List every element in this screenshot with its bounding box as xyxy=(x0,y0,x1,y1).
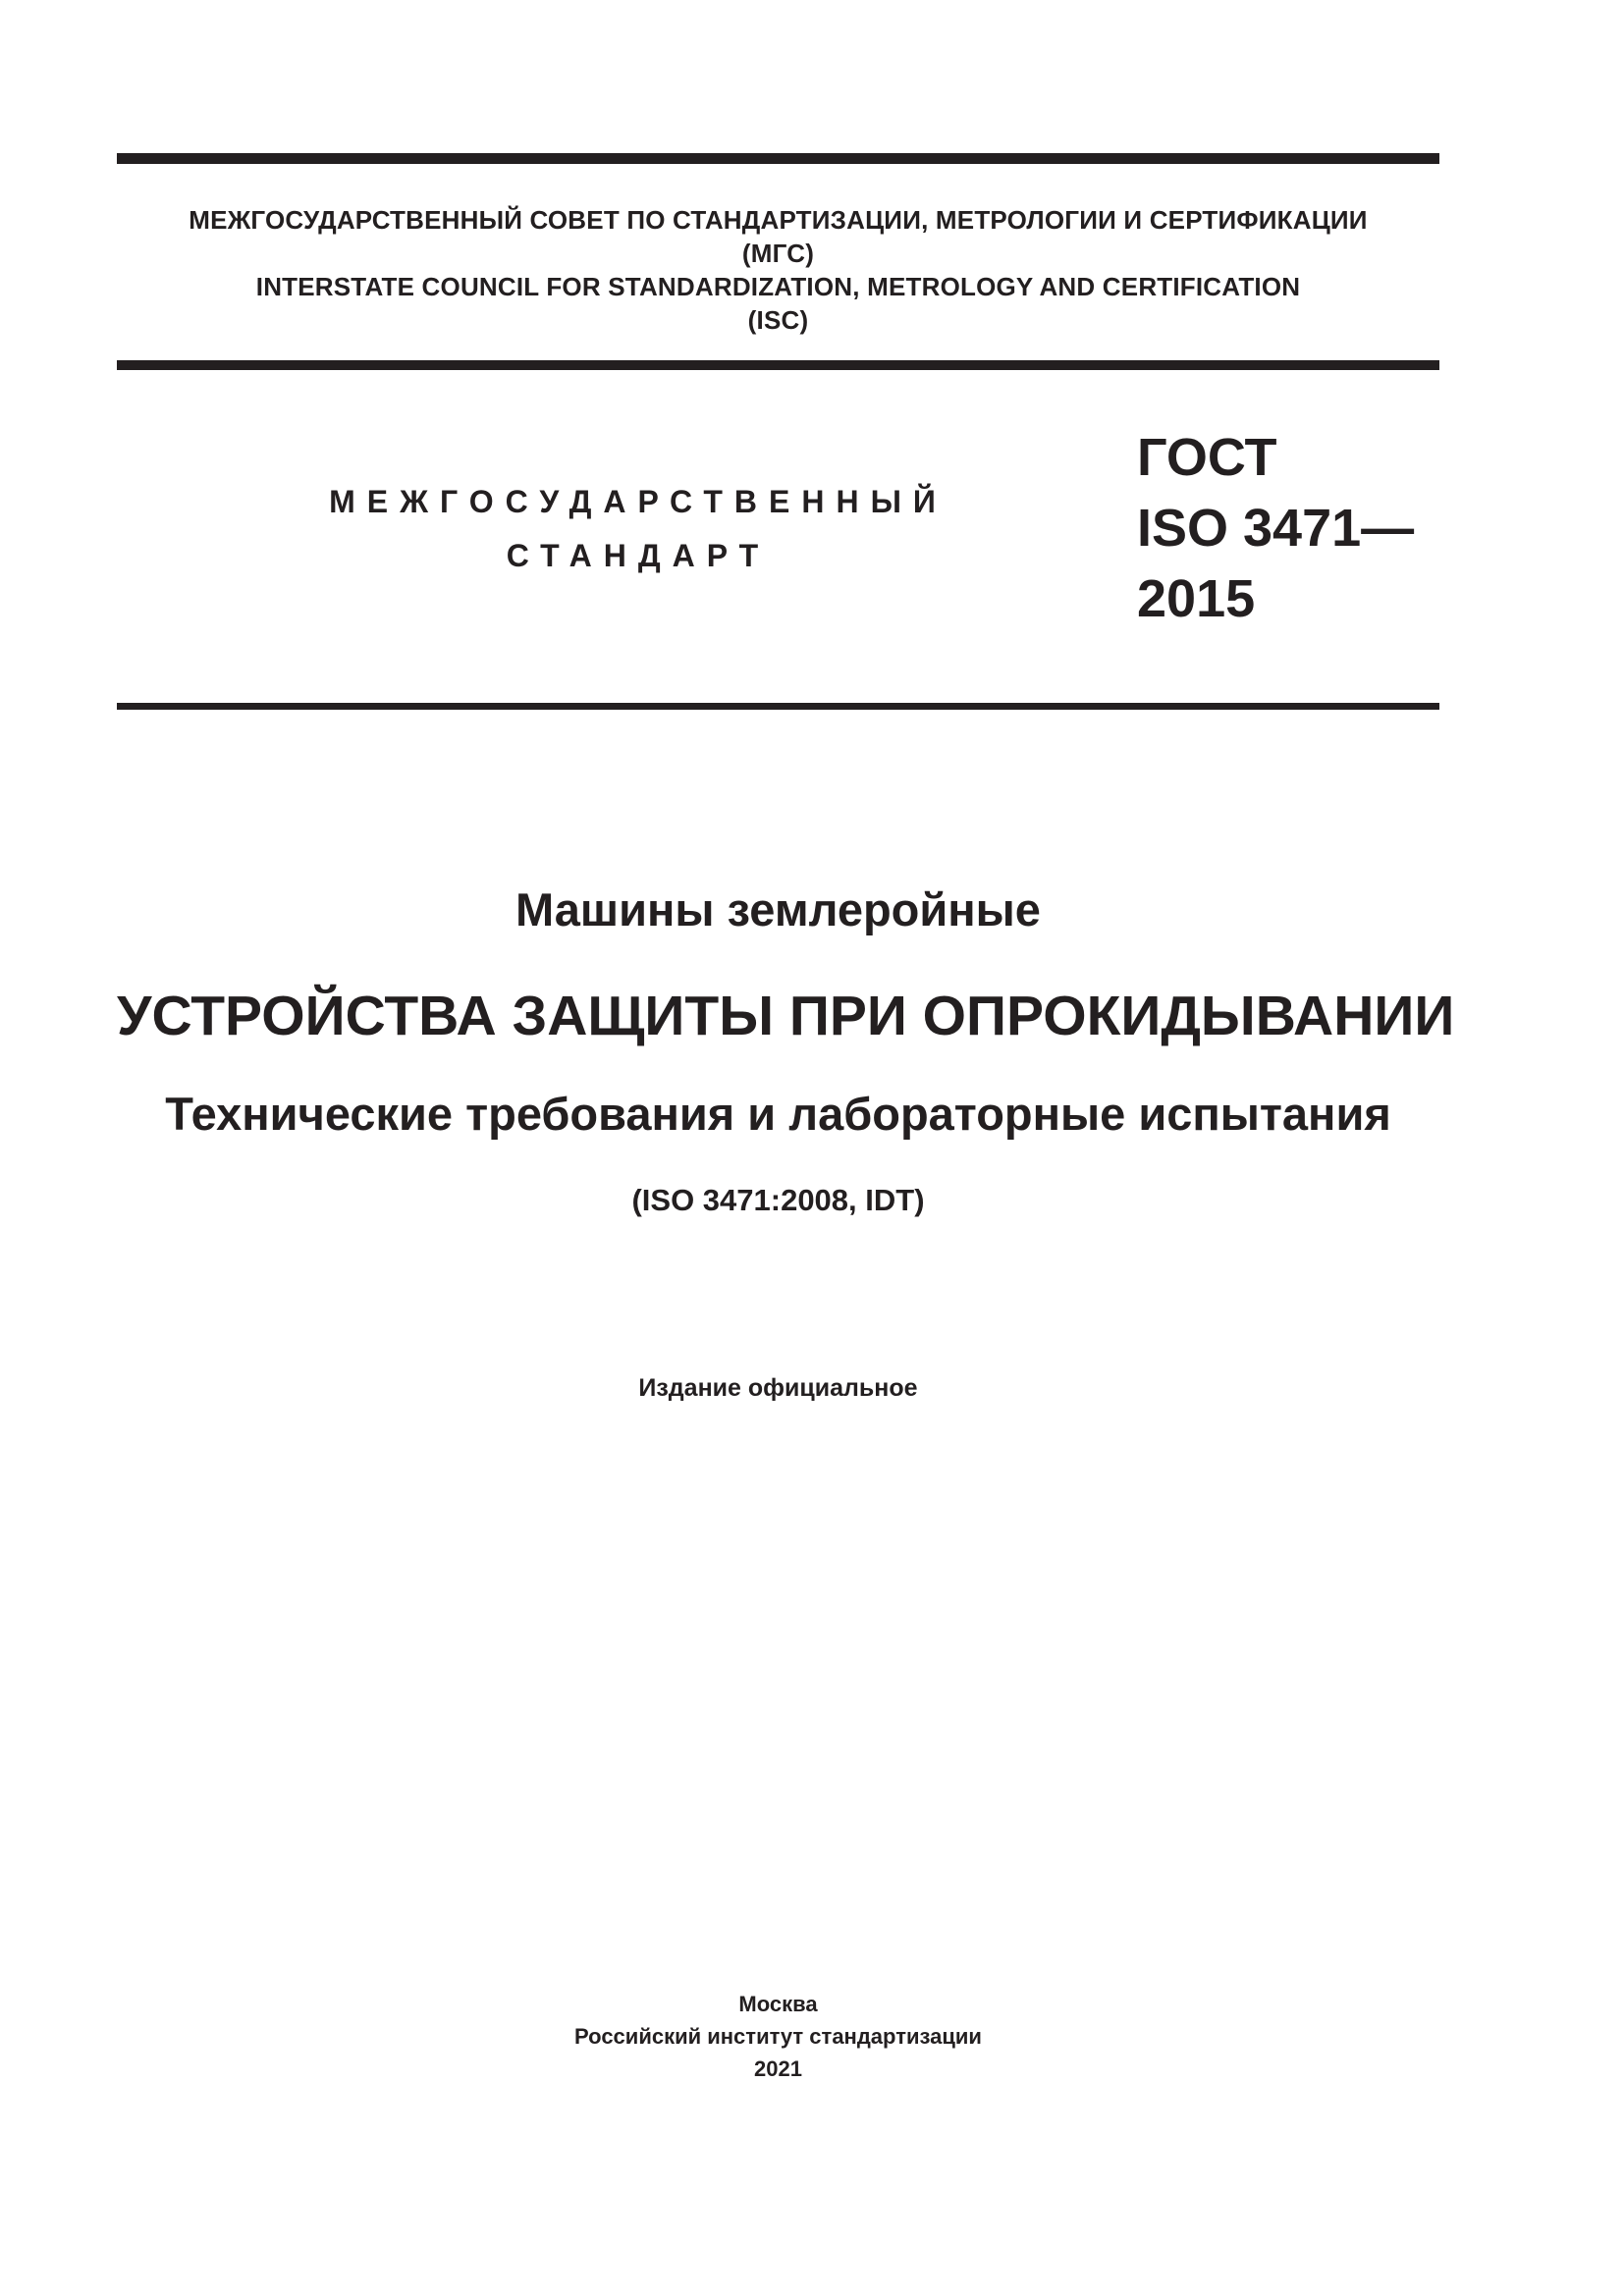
bottom-divider xyxy=(117,703,1439,710)
designation-line3: 2015 xyxy=(1137,569,1256,628)
council-name-ru: МЕЖГОСУДАРСТВЕННЫЙ СОВЕТ ПО СТАНДАРТИЗАЦИИ, МЕТРОЛОГИИ И СЕРТИФИКАЦИИ xyxy=(189,205,1368,235)
top-divider xyxy=(117,153,1439,164)
council-header xyxy=(117,203,1439,337)
council-abbr-en: (ISC) xyxy=(747,305,809,335)
title-main: УСТРОЙСТВА ЗАЩИТЫ ПРИ ОПРОКИДЫВАНИИ xyxy=(117,985,1455,1047)
imprint-city: Москва xyxy=(738,1992,818,2016)
middle-divider xyxy=(117,360,1439,370)
designation-line2: ISO 3471— xyxy=(1137,499,1415,558)
standard-designation xyxy=(1137,422,1432,634)
designation-line1: ГОСТ xyxy=(1137,428,1277,487)
iso-reference: (ISO 3471:2008, IDT) xyxy=(631,1183,925,1217)
title-sub: Технические требования и лабораторные испытания xyxy=(165,1088,1391,1140)
imprint xyxy=(117,1988,1439,2085)
standard-type-line2: СТАНДАРТ xyxy=(506,538,771,573)
imprint-publisher: Российский институт стандартизации xyxy=(574,2024,982,2049)
council-name-en: INTERSTATE COUNCIL FOR STANDARDIZATION, METROLOGY AND CERTIFICATION xyxy=(255,272,1301,301)
standard-type-line1: МЕЖГОСУДАРСТВЕННЫЙ xyxy=(329,484,947,519)
standard-type xyxy=(295,475,982,583)
edition-note: Издание официальное xyxy=(638,1374,918,1402)
imprint-year: 2021 xyxy=(754,2056,802,2081)
title-group: Машины землеройные xyxy=(515,883,1041,935)
council-abbr-ru: (МГС) xyxy=(741,239,815,268)
